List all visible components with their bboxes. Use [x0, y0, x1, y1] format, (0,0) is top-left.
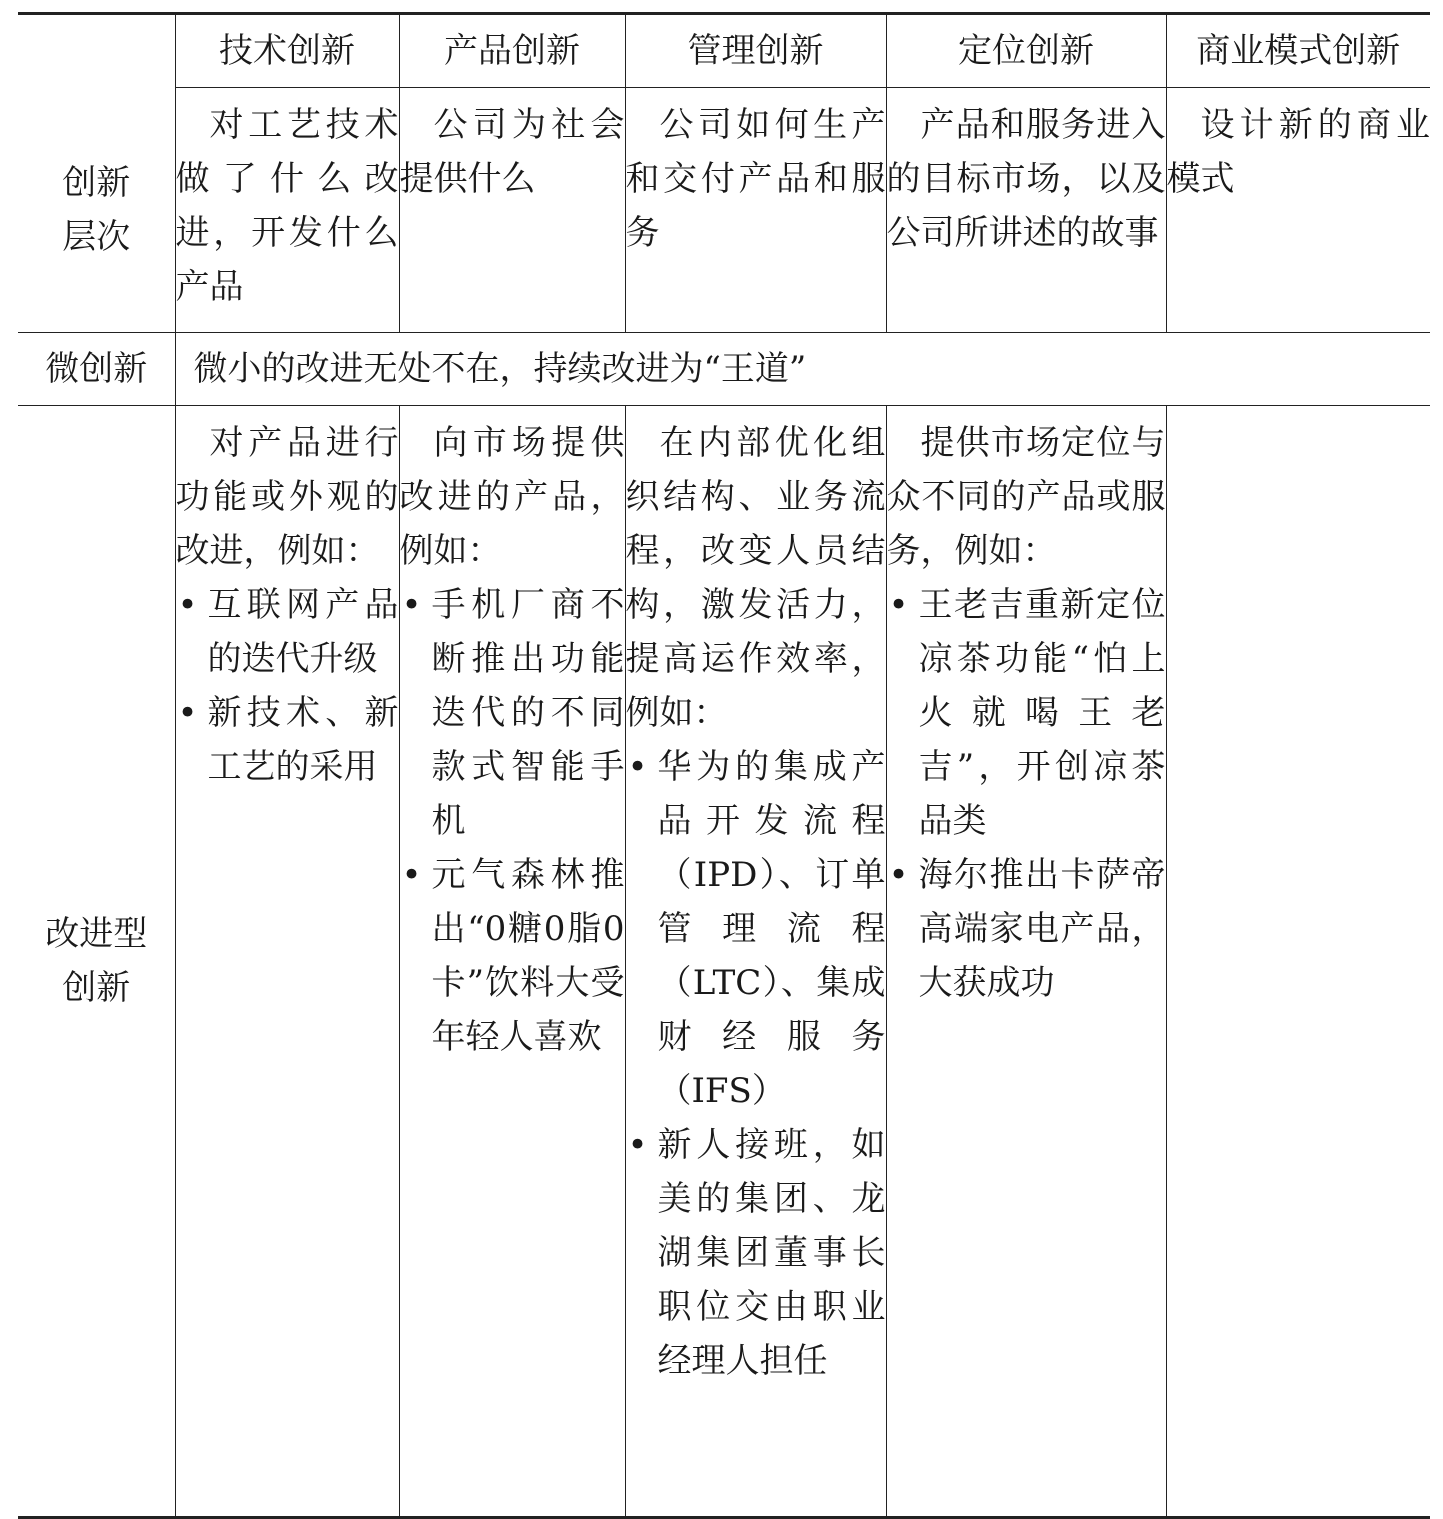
level-positioning-text: 产品和服务进入的目标市场，以及公司所讲述的故事 [886, 105, 1166, 253]
row-improvement-innovation [18, 406, 1430, 1518]
list-item: • 华为的集成产品开发流程（IPD）、订单管理流程（LTC）、集成财经服务（IFS） [626, 740, 886, 1118]
level-business-model-text: 设计新的商业模式 [1166, 105, 1430, 199]
level-tech-cell [175, 88, 399, 333]
improve-positioning-cell [886, 406, 1166, 1518]
level-tech-text: 对工艺技术做了什么改进，开发什么产品 [175, 105, 399, 307]
bullet-icon: • [177, 693, 198, 733]
row-label-improvement-innovation [18, 406, 175, 1518]
header-management-innovation: 管理创新 [625, 14, 886, 88]
list-item: • 手机厂商不断推出功能迭代的不同款式智能手机 [400, 578, 625, 848]
level-product-cell [399, 88, 625, 333]
list-item: • 互联网产品的迭代升级 [176, 578, 399, 686]
improve-tech-list [176, 578, 399, 794]
bullet-icon: • [888, 585, 909, 625]
header-tech-innovation: 技术创新 [175, 14, 399, 88]
corner-cell [18, 14, 175, 88]
improve-positioning-intro: 提供市场定位与众不同的产品或服务，例如： [886, 423, 1166, 571]
header-business-model-innovation: 商业模式创新 [1166, 14, 1430, 88]
improve-tech-intro: 对产品进行功能或外观的改进，例如： [175, 423, 399, 571]
improve-positioning-list [887, 578, 1166, 1010]
level-business-model-cell [1166, 88, 1430, 333]
bullet-icon: • [627, 747, 648, 787]
list-item: • 元气森林推出“0糖0脂0卡”饮料大受年轻人喜欢 [400, 848, 625, 1064]
improve-business-model-cell [1166, 406, 1430, 1518]
improve-product-cell [399, 406, 625, 1518]
improve-management-intro: 在内部优化组织结构、业务流程，改变人员结构，激发活力，提高运作效率，例如： [625, 423, 886, 733]
row-label-micro-innovation: 微创新 [18, 333, 175, 406]
row-innovation-level [18, 88, 1430, 333]
improve-management-cell [625, 406, 886, 1518]
header-row [18, 14, 1430, 88]
bullet-icon: • [401, 855, 422, 895]
bullet-icon: • [177, 585, 198, 625]
improve-management-list [626, 740, 886, 1388]
list-item: • 新技术、新工艺的采用 [176, 686, 399, 794]
bullet-icon: • [888, 855, 909, 895]
improve-product-list [400, 578, 625, 1064]
list-item: • 新人接班，如美的集团、龙湖集团董事长职位交由职业经理人担任 [626, 1118, 886, 1388]
list-item: • 海尔推出卡萨帝高端家电产品，大获成功 [887, 848, 1166, 1010]
improve-product-intro: 向市场提供改进的产品，例如： [399, 423, 625, 571]
micro-innovation-text: 微小的改进无处不在，持续改进为“王道” [175, 333, 1430, 406]
list-item: • 王老吉重新定位凉茶功能“怕上火就喝王老吉”，开创凉茶品类 [887, 578, 1166, 848]
innovation-table [18, 12, 1430, 1519]
header-product-innovation: 产品创新 [399, 14, 625, 88]
level-management-text: 公司如何生产和交付产品和服务 [625, 105, 886, 253]
row-label-text: 改进型创新 [45, 914, 148, 1008]
level-positioning-cell [886, 88, 1166, 333]
bullet-icon: • [401, 585, 422, 625]
header-positioning-innovation: 定位创新 [886, 14, 1166, 88]
level-product-text: 公司为社会提供什么 [399, 105, 625, 199]
level-management-cell [625, 88, 886, 333]
row-label-innovation-level [18, 88, 175, 333]
bullet-icon: • [627, 1125, 648, 1165]
row-label-text: 创新层次 [62, 162, 131, 257]
improve-tech-cell [175, 406, 399, 1518]
row-micro-innovation [18, 333, 1430, 406]
